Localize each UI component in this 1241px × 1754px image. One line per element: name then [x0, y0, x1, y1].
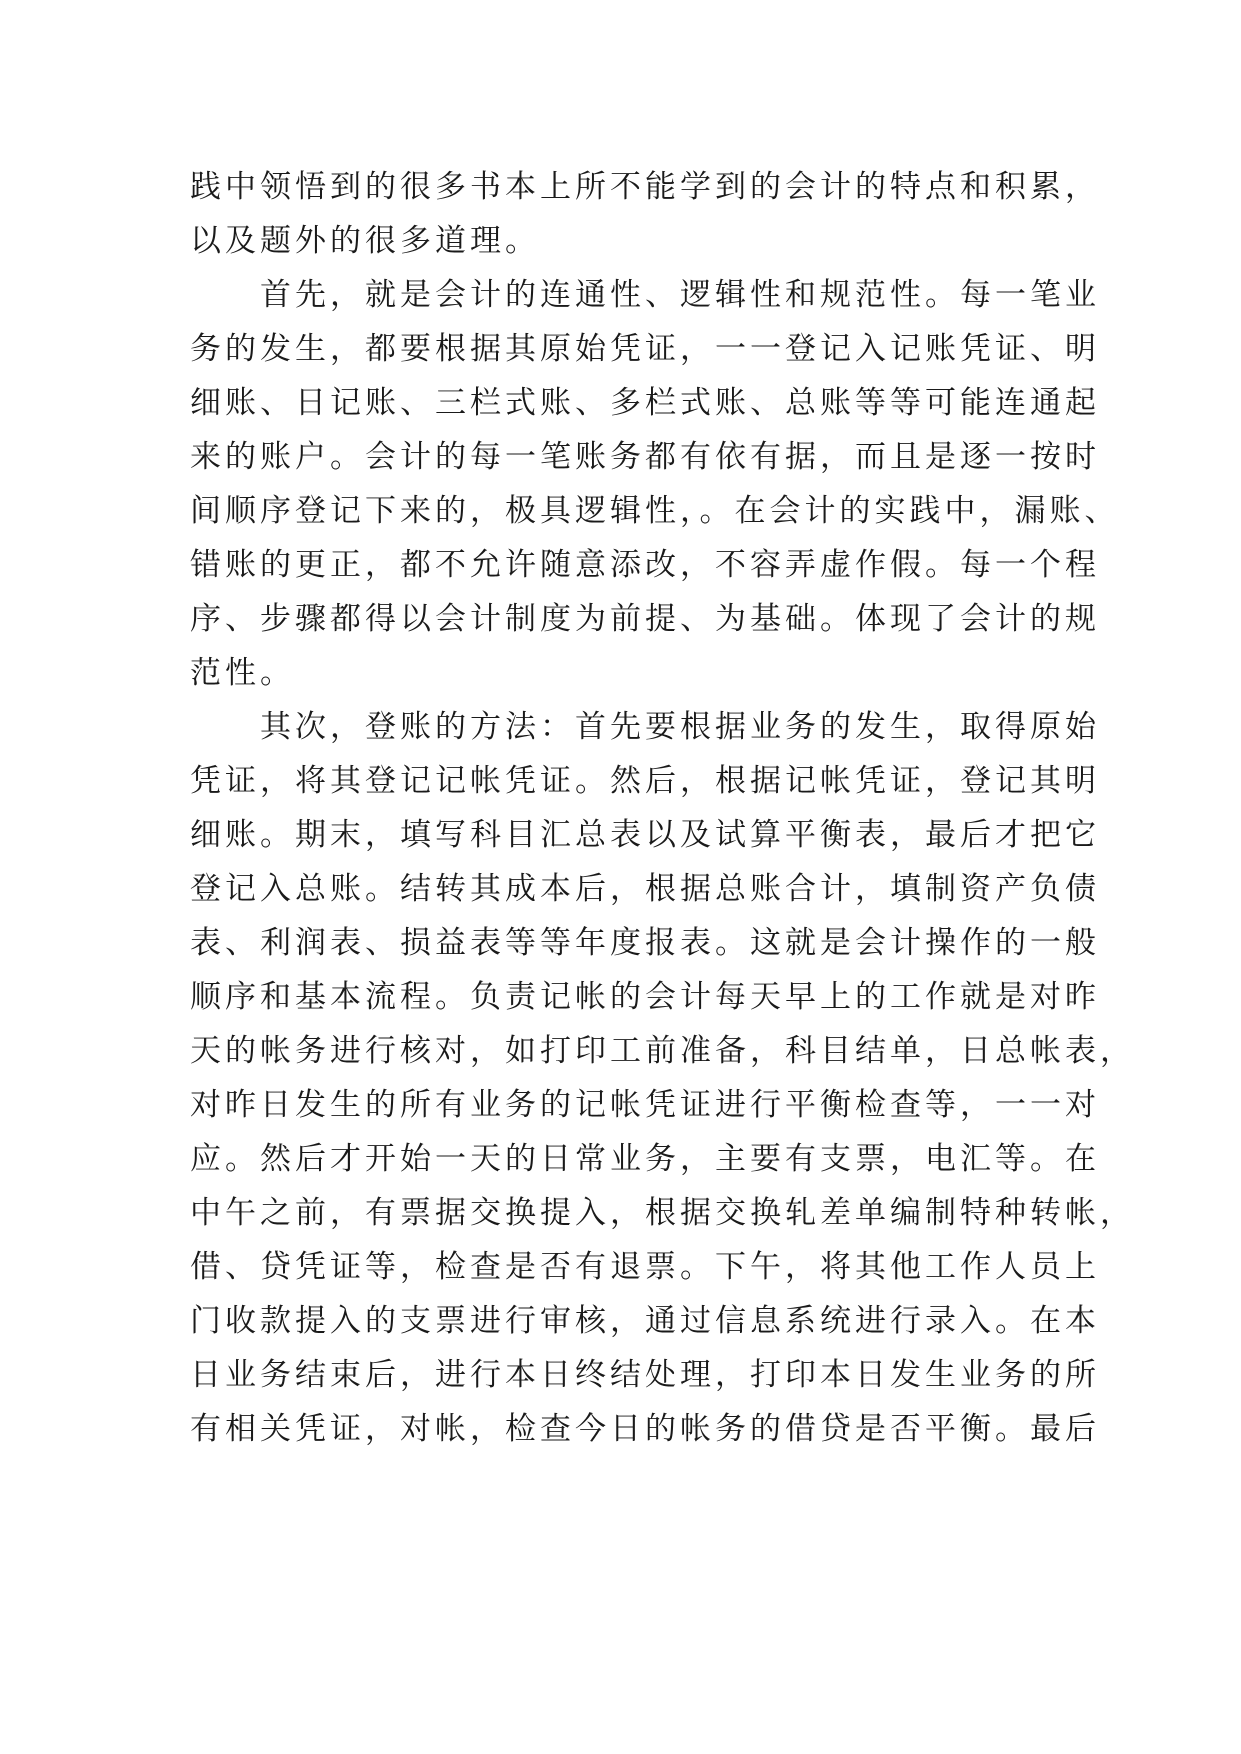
paragraph: [190, 700, 1135, 1456]
text-line: 以及题外的很多道理。: [190, 223, 540, 259]
text-line: 顺序和基本流程。负责记帐的会计每天早上的工作就是对昨: [190, 979, 1100, 1015]
paragraph: [190, 268, 1120, 700]
text-line: 序、步骤都得以会计制度为前提、为基础。体现了会计的规: [190, 601, 1100, 637]
text-line: 其次，登账的方法：首先要根据业务的发生，取得原始: [260, 709, 1100, 745]
text-line: 细账。期末，填写科目汇总表以及试算平衡表，最后才把它: [190, 817, 1100, 853]
text-line: 表、利润表、损益表等等年度报表。这就是会计操作的一般: [190, 925, 1100, 961]
text-line: 务的发生，都要根据其原始凭证，一一登记入记账凭证、明: [190, 331, 1100, 367]
text-line: 应。然后才开始一天的日常业务，主要有支票，电汇等。在: [190, 1141, 1100, 1177]
text-line: 细账、日记账、三栏式账、多栏式账、总账等等可能连通起: [190, 385, 1100, 421]
text-line: 凭证，将其登记记帐凭证。然后，根据记帐凭证，登记其明: [190, 763, 1100, 799]
text-line: 来的账户。会计的每一笔账务都有依有据，而且是逐一按时: [190, 439, 1100, 475]
paragraph: [190, 160, 1100, 268]
body-text: [190, 160, 1135, 1456]
text-line: 范性。: [190, 655, 295, 691]
text-line: 有相关凭证，对帐，检查今日的帐务的借贷是否平衡。最后: [190, 1411, 1100, 1447]
text-line: 中午之前，有票据交换提入，根据交换轧差单编制特种转帐，: [190, 1195, 1135, 1231]
text-line: 间顺序登记下来的，极具逻辑性，。在会计的实践中，漏账、: [190, 493, 1120, 529]
text-line: 首先，就是会计的连通性、逻辑性和规范性。每一笔业: [260, 277, 1100, 313]
text-line: 借、贷凭证等，检查是否有退票。下午，将其他工作人员上: [190, 1249, 1100, 1285]
text-line: 天的帐务进行核对，如打印工前准备，科目结单，日总帐表，: [190, 1033, 1135, 1069]
text-line: 门收款提入的支票进行审核，通过信息系统进行录入。在本: [190, 1303, 1100, 1339]
text-line: 对昨日发生的所有业务的记帐凭证进行平衡检查等，一一对: [190, 1087, 1100, 1123]
text-line: 日业务结束后，进行本日终结处理，打印本日发生业务的所: [190, 1357, 1100, 1393]
text-line: 践中领悟到的很多书本上所不能学到的会计的特点和积累，: [190, 169, 1100, 205]
text-line: 错账的更正，都不允许随意添改，不容弄虚作假。每一个程: [190, 547, 1100, 583]
text-line: 登记入总账。结转其成本后，根据总账合计，填制资产负债: [190, 871, 1100, 907]
